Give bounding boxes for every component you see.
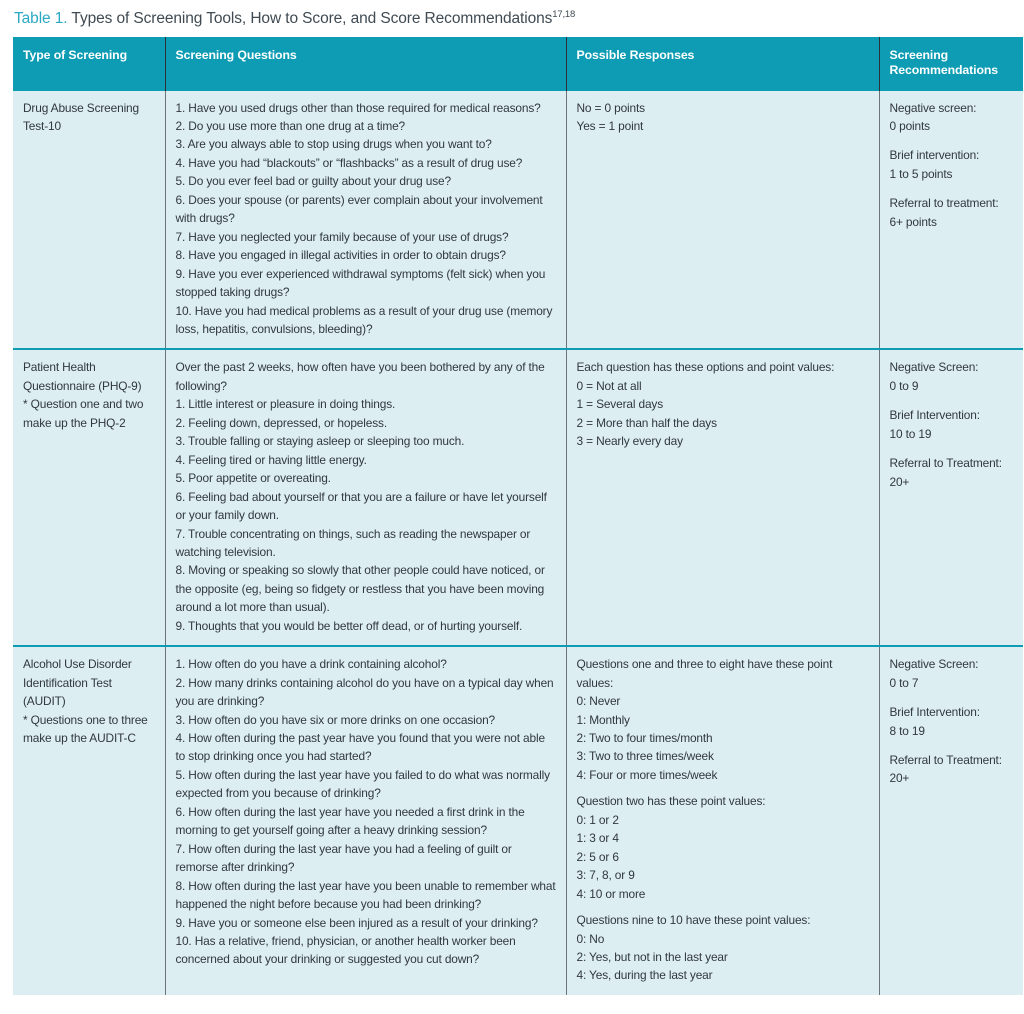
response-option: No = 0 points — [576, 100, 645, 115]
recommendation-value: 6+ points — [889, 214, 937, 229]
recommendation-value: 10 to 19 — [889, 426, 932, 441]
recommendation-label: Negative Screen: — [889, 657, 979, 672]
screening-type-name: Patient Health Questionnaire (PHQ-9) — [23, 360, 142, 393]
response-option: 3 = Nearly every day — [576, 434, 683, 449]
recommendation-spacer — [890, 692, 1015, 703]
response-option: 2: Two to four times/month — [576, 731, 713, 746]
question-item: 1. How often do you have a drink containing alcohol? — [175, 657, 447, 672]
question-item: 9. Thoughts that you would be better off dead, or of hurting yourself. — [175, 618, 523, 633]
cell-screening-recommendations — [879, 91, 1023, 350]
question-item: 5. How often during the last year have you failed to do what was normally expected from you because of drinking? — [175, 767, 550, 801]
question-item: 3. Are you always able to stop using drugs when you want to? — [175, 137, 492, 152]
response-option: 2: 5 or 6 — [576, 849, 619, 864]
recommendation-label: Referral to Treatment: — [889, 456, 1002, 471]
cell-screening-recommendations — [879, 646, 1023, 995]
response-group-intro: Question two has these point values: — [576, 794, 766, 809]
table-row — [13, 349, 1023, 646]
question-item: 10. Has a relative, friend, physician, or another health worker been concerned about your drinking or suggested you cut down? — [175, 934, 516, 967]
recommendation-spacer — [890, 443, 1015, 454]
response-option: 2: Yes, but not in the last year — [576, 950, 728, 965]
question-item: 1. Little interest or pleasure in doing things. — [175, 397, 396, 412]
response-option: 3: 7, 8, or 9 — [576, 868, 635, 883]
response-group-intro: Each question has these options and point values: — [576, 360, 835, 375]
table-header-row — [13, 37, 1023, 91]
question-item: 8. Moving or speaking so slowly that other people could have noticed, or the opposite (eg, being so fidgety or restless that you have been moving around a lot more than usual). — [175, 563, 545, 615]
recommendation-value: 20+ — [889, 771, 910, 786]
column-header-type-of-screening: Type of Screening — [13, 37, 165, 91]
recommendation-label: Brief Intervention: — [889, 705, 980, 720]
cell-screening-questions — [165, 646, 566, 995]
column-header-screening-recommendations: Screening Recommendations — [879, 37, 1023, 91]
recommendation-label: Negative Screen: — [889, 360, 979, 375]
screening-type-name: Alcohol Use Disorder Identification Test (AUDIT) — [23, 657, 132, 709]
cell-screening-recommendations — [879, 349, 1023, 646]
response-option: 3: Two to three times/week — [576, 749, 714, 764]
recommendation-label: Brief Intervention: — [889, 408, 980, 423]
response-option: 0: Never — [576, 694, 621, 709]
table-row — [13, 91, 1023, 350]
cell-possible-responses — [566, 646, 879, 995]
cell-possible-responses — [566, 349, 879, 646]
question-item: 3. Trouble falling or staying asleep or sleeping too much. — [175, 434, 465, 449]
question-item: 7. Trouble concentrating on things, such as reading the newspaper or watching television. — [175, 526, 531, 559]
response-option: 4: Four or more times/week — [576, 767, 718, 782]
question-item: 4. Have you had “blackouts” or “flashbacks” as a result of drug use? — [175, 155, 523, 170]
table-caption-text: Types of Screening Tools, How to Score, and Score Recommendations — [67, 10, 553, 28]
recommendation-label: Referral to treatment: — [889, 196, 999, 211]
recommendation-value: 1 to 5 points — [889, 166, 953, 181]
table-caption-label: Table 1. — [14, 10, 68, 28]
response-option: 1 = Several days — [576, 397, 664, 412]
recommendation-value: 8 to 19 — [889, 723, 925, 738]
cell-possible-responses — [566, 91, 879, 350]
question-item: 6. Does your spouse (or parents) ever complain about your involvement with drugs? — [175, 192, 543, 226]
question-item: 6. How often during the last year have you needed a first drink in the morning to get yourself going after a heavy drinking session? — [175, 804, 525, 838]
recommendation-label: Brief intervention: — [889, 148, 980, 163]
table-caption — [0, 0, 1024, 37]
question-item: 2. How many drinks containing alcohol do you have on a typical day when you are drinking? — [175, 675, 554, 709]
table-row — [13, 646, 1023, 995]
cell-screening-questions — [165, 349, 566, 646]
screening-type-name: Drug Abuse Screening Test-10 — [23, 100, 139, 133]
recommendation-value: 0 to 9 — [889, 378, 919, 393]
question-item: 10. Have you had medical problems as a result of your drug use (memory loss, hepatitis, convulsions, bleeding)? — [175, 303, 553, 336]
question-item: 1. Have you used drugs other than those required for medical reasons? — [175, 100, 541, 115]
questions-intro: Over the past 2 weeks, how often have you been bothered by any of the following? — [175, 360, 545, 393]
response-group-spacer — [577, 903, 870, 911]
response-group-spacer — [577, 784, 870, 792]
response-option: 0: No — [576, 931, 605, 946]
question-item: 4. How often during the past year have you found that you were not able to stop drinking once you had started? — [175, 731, 545, 764]
question-item: 9. Have you or someone else been injured as a result of your drinking? — [175, 915, 538, 930]
recommendation-spacer — [890, 183, 1015, 194]
recommendation-spacer — [890, 135, 1015, 146]
question-item: 5. Do you ever feel bad or guilty about your drug use? — [175, 174, 451, 189]
response-option: 0: 1 or 2 — [576, 812, 619, 827]
question-item: 2. Feeling down, depressed, or hopeless. — [175, 415, 387, 430]
response-option: Yes = 1 point — [576, 118, 644, 133]
cell-screening-type — [13, 349, 165, 646]
question-item: 9. Have you ever experienced withdrawal symptoms (felt sick) when you stopped taking drugs? — [175, 266, 546, 300]
table-body — [13, 91, 1023, 995]
table-caption-references: 17,18 — [552, 9, 576, 20]
question-item: 6. Feeling bad about yourself or that you are a failure or have let yourself or your family down. — [175, 489, 547, 523]
question-item: 8. Have you engaged in illegal activities in order to obtain drugs? — [175, 248, 506, 263]
screening-type-note: * Question one and two make up the PHQ-2 — [23, 397, 144, 430]
recommendation-spacer — [890, 740, 1015, 751]
recommendation-value: 20+ — [889, 474, 910, 489]
recommendation-label: Negative screen: — [889, 100, 977, 115]
screening-type-note: * Questions one to three make up the AUDIT-C — [23, 712, 148, 746]
screening-tools-table — [13, 37, 1023, 995]
cell-screening-type — [13, 91, 165, 350]
column-header-possible-responses: Possible Responses — [566, 37, 879, 91]
response-option: 1: 3 or 4 — [576, 831, 619, 846]
cell-screening-questions — [165, 91, 566, 350]
response-option: 2 = More than half the days — [576, 415, 717, 430]
cell-screening-type — [13, 646, 165, 995]
question-item: 5. Poor appetite or overeating. — [175, 471, 331, 486]
response-option: 0 = Not at all — [576, 378, 642, 393]
question-item: 7. Have you neglected your family because of your use of drugs? — [175, 229, 509, 244]
recommendation-value: 0 points — [889, 118, 930, 133]
question-item: 2. Do you use more than one drug at a time? — [175, 118, 406, 133]
question-item: 4. Feeling tired or having little energy. — [175, 452, 367, 467]
column-header-screening-questions: Screening Questions — [165, 37, 566, 91]
table-header — [13, 37, 1023, 91]
question-item: 3. How often do you have six or more drinks on one occasion? — [175, 712, 495, 727]
recommendation-label: Referral to Treatment: — [889, 753, 1002, 768]
question-item: 8. How often during the last year have you been unable to remember what happened the night before because you had been drinking? — [175, 878, 556, 912]
response-option: 4: Yes, during the last year — [576, 968, 713, 983]
recommendation-spacer — [890, 395, 1015, 406]
recommendation-value: 0 to 7 — [889, 675, 919, 690]
response-option: 1: Monthly — [576, 712, 630, 727]
response-group-intro: Questions one and three to eight have these point values: — [576, 657, 833, 690]
question-item: 7. How often during the last year have you had a feeling of guilt or remorse after drinking? — [175, 841, 512, 875]
response-group-intro: Questions nine to 10 have these point values: — [576, 913, 811, 928]
response-option: 4: 10 or more — [576, 886, 646, 901]
